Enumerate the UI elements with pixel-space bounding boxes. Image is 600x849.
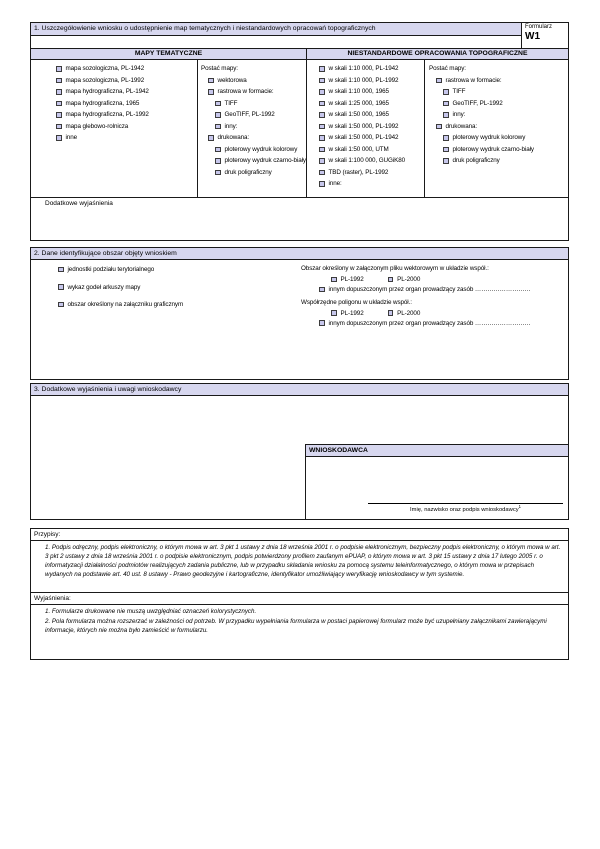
checkbox[interactable] — [436, 78, 442, 84]
option-label: PL-1992 — [340, 276, 364, 283]
footnote-item — [45, 544, 562, 580]
form-code-box — [521, 23, 568, 48]
checkbox[interactable] — [319, 147, 325, 153]
area-option — [58, 299, 183, 310]
format-option-raster — [429, 75, 568, 87]
section-1-title-spacer — [31, 36, 521, 48]
checkbox[interactable] — [319, 66, 325, 72]
wyjasnienia-header: Wyjaśnienia: — [31, 593, 568, 605]
checkbox[interactable] — [443, 89, 449, 95]
scale-option — [319, 75, 424, 87]
checkbox[interactable] — [436, 124, 442, 130]
printed-kind-option — [429, 155, 568, 167]
area-definition-options — [58, 264, 183, 317]
signature-caption — [368, 504, 563, 513]
polygon-header: Współrzędne poligonu w układzie współ.: — [301, 298, 412, 306]
section-2 — [30, 247, 569, 380]
option-label: ploterowy wydruk czarno-biały — [452, 145, 534, 153]
przypisy-body — [31, 541, 568, 593]
przypisy-header: Przypisy: — [31, 529, 568, 541]
additional-explanations-field[interactable] — [31, 197, 568, 240]
checkbox[interactable] — [319, 320, 325, 326]
thematic-map-option — [56, 132, 197, 144]
crs-option-other — [319, 318, 565, 328]
scale-option — [319, 144, 424, 156]
scale-option — [319, 63, 424, 75]
checkbox[interactable] — [443, 101, 449, 107]
scale-option — [319, 178, 424, 190]
thematic-map-format — [198, 60, 307, 197]
checkbox[interactable] — [319, 78, 325, 84]
option-label: wykaz godeł arkuszy mapy — [67, 283, 141, 291]
section-3-title: 3. Dodatkowe wyjaśnienia i uwagi wnioskodawcy — [31, 384, 568, 396]
checkbox[interactable] — [56, 124, 62, 130]
option-label: mapa hydrograficzna, PL-1992 — [65, 111, 149, 119]
nonstandard-map-format — [425, 60, 568, 197]
crs-option-other — [319, 285, 565, 295]
explanation-item — [45, 618, 562, 636]
option-label: jednostki podziału terytorialnego — [67, 266, 155, 273]
checkbox[interactable] — [56, 66, 62, 72]
explanation-number: 2. — [45, 617, 51, 625]
option-label: PL-1992 — [340, 309, 364, 317]
option-label: rastrowa w formacie: — [445, 76, 502, 84]
format-option-printed — [201, 132, 306, 144]
checkbox[interactable] — [208, 78, 214, 84]
section-1-title: 1. Uszczegółowienie wniosku o udostępnienie map tematycznych i niestandardowych opracowań topograficznych — [31, 23, 521, 36]
option-label: TIFF — [452, 88, 466, 96]
checkbox[interactable] — [58, 284, 64, 290]
checkbox[interactable] — [56, 112, 62, 118]
printed-kind-option — [201, 167, 306, 179]
option-label: w skali 1:25 000, 1965 — [328, 99, 389, 107]
thematic-map-option — [56, 75, 197, 87]
raster-format-option — [429, 98, 568, 110]
nonstandard-scale-options — [307, 60, 425, 197]
signature-field[interactable] — [306, 457, 568, 518]
crs-option-pl-1992 — [331, 275, 364, 285]
scale-option — [319, 167, 424, 179]
nonstandard-maps-header: NIESTANDARDOWE OPRACOWANIA TOPOGRAFICZNE — [307, 49, 568, 59]
checkbox[interactable] — [215, 147, 221, 153]
footnotes-box — [30, 528, 569, 660]
checkbox[interactable] — [331, 277, 337, 283]
checkbox[interactable] — [319, 89, 325, 95]
section-3 — [30, 383, 569, 520]
option-label: drukowana: — [217, 134, 250, 142]
option-label: innym dopuszczonym przez organ prowadzący zasób ……………………… — [328, 319, 531, 327]
printed-kind-option — [429, 132, 568, 144]
option-label: druk poligraficzny — [452, 157, 500, 165]
checkbox[interactable] — [443, 112, 449, 118]
checkbox[interactable] — [319, 170, 325, 176]
checkbox[interactable] — [56, 89, 62, 95]
checkbox[interactable] — [319, 101, 325, 107]
printed-kind-option — [201, 144, 306, 156]
checkbox[interactable] — [58, 302, 64, 308]
applicant-remarks-field[interactable] — [31, 396, 568, 519]
checkbox[interactable] — [56, 78, 62, 84]
crs-option-pl-2000 — [388, 308, 421, 318]
signature-footnote-mark: 1 — [518, 504, 521, 510]
checkbox[interactable] — [319, 124, 325, 130]
checkbox[interactable] — [388, 310, 394, 316]
checkbox[interactable] — [331, 310, 337, 316]
checkbox[interactable] — [56, 101, 62, 107]
option-label: wektorowa — [217, 76, 247, 84]
format-option-printed — [429, 121, 568, 133]
option-label: w skali 1:50 000, 1965 — [328, 111, 389, 119]
checkbox[interactable] — [215, 101, 221, 107]
scale-option — [319, 109, 424, 121]
explanation-item — [45, 608, 562, 617]
checkbox[interactable] — [319, 181, 325, 187]
format-option-raster — [201, 86, 306, 98]
option-label: PL-2000 — [397, 276, 421, 283]
option-label: drukowana: — [445, 122, 478, 130]
vector-file-header: Obszar określony w załączonym pliku wektorowym w układzie współ.: — [301, 265, 489, 272]
option-label: inny: — [452, 111, 466, 119]
footnote-text: Podpis odręczny, podpis elektroniczny, o którym mowa w art. 3 pkt 1 ustawy z dnia 18 września 2001 r. o podpisie elektronicznym, bezpieczny podpis elektroniczny, o którym mowa w art. 3 pkt 2 ustawy z dnia 18 września 2001 r. o podpisie elektronicznym, podpis potwierdzony profilem zaufanym ePUAP, o którym mowa w art. 3 pkt 15 ustawy z dnia 17 lutego 2005 r. o informatyzacji działalności podmiotów realizujących zadania publiczne, lub w przypadku składania wniosku za pomocą systemu teleinformatycznego, o którym mowa w przepisach wydanych na podstawie art. 40 ust. 8 ustawy - Prawo geodezyjne i kartograficzne, identyfikator umożliwiający weryfikację wnioskodawcy w tym systemie. — [45, 544, 561, 578]
crs-option-pl-1992 — [331, 308, 364, 318]
option-label: obszar określony na załączniku graficznym — [67, 301, 184, 308]
option-label: mapa glebowo-rolnicza — [65, 122, 129, 130]
checkbox[interactable] — [388, 277, 394, 283]
thematic-maps-options — [31, 60, 198, 197]
option-label: innym dopuszczonym przez organ prowadzący zasób ……………………… — [328, 286, 531, 293]
option-label: w skali 1:50 000, UTM — [328, 145, 389, 153]
raster-format-option — [429, 109, 568, 121]
scale-option — [319, 121, 424, 133]
raster-format-option — [201, 121, 306, 133]
checkbox[interactable] — [319, 135, 325, 141]
checkbox[interactable] — [215, 170, 221, 176]
option-label: GeoTIFF, PL-1992 — [452, 99, 503, 107]
option-label: mapa hydrograficzna, 1965 — [65, 99, 140, 107]
checkbox[interactable] — [215, 124, 221, 130]
thematic-map-option — [56, 63, 197, 75]
thematic-map-option — [56, 121, 197, 133]
option-label: TIFF — [224, 99, 238, 107]
section-1 — [30, 22, 569, 241]
option-label: ploterowy wydruk kolorowy — [452, 134, 526, 142]
footnote-number: 1. — [45, 544, 51, 551]
option-label: TBD (raster), PL-1992 — [328, 168, 389, 176]
option-label: mapa sozologiczna, PL-1992 — [65, 76, 145, 84]
option-label: mapa sozologiczna, PL-1942 — [65, 65, 145, 73]
checkbox[interactable] — [319, 287, 325, 293]
checkbox[interactable] — [319, 112, 325, 118]
checkbox[interactable] — [58, 267, 64, 273]
crs-option-pl-2000 — [388, 275, 421, 285]
area-crs-options — [301, 264, 565, 328]
form-code-label: Formularz — [525, 24, 553, 30]
format-header: Postać mapy: — [429, 65, 466, 72]
area-option — [58, 264, 183, 275]
thematic-maps-header: MAPY TEMATYCZNE — [31, 49, 307, 59]
checkbox[interactable] — [208, 89, 214, 95]
applicant-header: WNIOSKODAWCA — [306, 445, 568, 457]
option-label: druk poligraficzny — [224, 168, 272, 176]
checkbox[interactable] — [56, 135, 62, 141]
checkbox[interactable] — [319, 158, 325, 164]
area-option — [58, 282, 183, 293]
format-option-vector — [201, 75, 306, 87]
option-label: ploterowy wydruk kolorowy — [224, 145, 298, 153]
raster-format-option — [429, 86, 568, 98]
checkbox[interactable] — [443, 135, 449, 141]
scale-option — [319, 98, 424, 110]
option-label: ploterowy wydruk czarno-biały — [224, 157, 306, 165]
option-label: PL-2000 — [397, 309, 421, 317]
explanation-text: Formularze drukowane nie muszą uwzględniać oznaczeń kolorystycznych. — [51, 608, 257, 615]
checkbox[interactable] — [443, 147, 449, 153]
checkbox[interactable] — [443, 158, 449, 164]
option-label: GeoTIFF, PL-1992 — [224, 111, 275, 119]
thematic-map-option — [56, 98, 197, 110]
explanation-text: Pola formularza można rozszerzać w zależności od potrzeb. W przypadku wypełniania formularza w postaci papierowej formularz może być uzupełniany załącznikami zawierającymi informacje, których nie można było zamieścić w formularzu. — [45, 617, 547, 634]
thematic-map-option — [56, 86, 197, 98]
option-label: inny: — [224, 122, 238, 130]
additional-explanations-label: Dodatkowe wyjaśnienia — [45, 200, 113, 207]
checkbox[interactable] — [215, 158, 221, 164]
printed-kind-option — [429, 144, 568, 156]
option-label: w skali 1:50 000, PL-1992 — [328, 122, 399, 130]
checkbox[interactable] — [215, 112, 221, 118]
wyjasnienia-body — [31, 605, 568, 636]
option-label: inne — [65, 134, 78, 142]
printed-kind-option — [201, 155, 306, 167]
option-label: w skali 1:100 000, GUGiK80 — [328, 157, 406, 165]
signature-caption-text: Imię, nazwisko oraz podpis wnioskodawcy — [410, 507, 519, 513]
raster-format-option — [201, 98, 306, 110]
explanation-number: 1. — [45, 608, 51, 615]
option-label: inne: — [328, 180, 342, 188]
section-2-title: 2. Dane identyfikujące obszar objęty wnioskiem — [31, 248, 568, 260]
option-label: rastrowa w formacie: — [217, 88, 274, 96]
option-label: w skali 1:50 000, PL-1942 — [328, 134, 399, 142]
scale-option — [319, 86, 424, 98]
form-code: W1 — [525, 31, 540, 42]
option-label: w skali 1:10 000, 1965 — [328, 88, 389, 96]
option-label: w skali 1:10 000, PL-1992 — [328, 76, 399, 84]
format-header: Postać mapy: — [201, 65, 238, 72]
scale-option — [319, 132, 424, 144]
applicant-box — [305, 444, 568, 519]
option-label: w skali 1:10 000, PL-1942 — [328, 65, 399, 73]
checkbox[interactable] — [208, 135, 214, 141]
thematic-map-option — [56, 109, 197, 121]
raster-format-option — [201, 109, 306, 121]
option-label: mapa hydrograficzna, PL-1942 — [65, 88, 149, 96]
scale-option — [319, 155, 424, 167]
